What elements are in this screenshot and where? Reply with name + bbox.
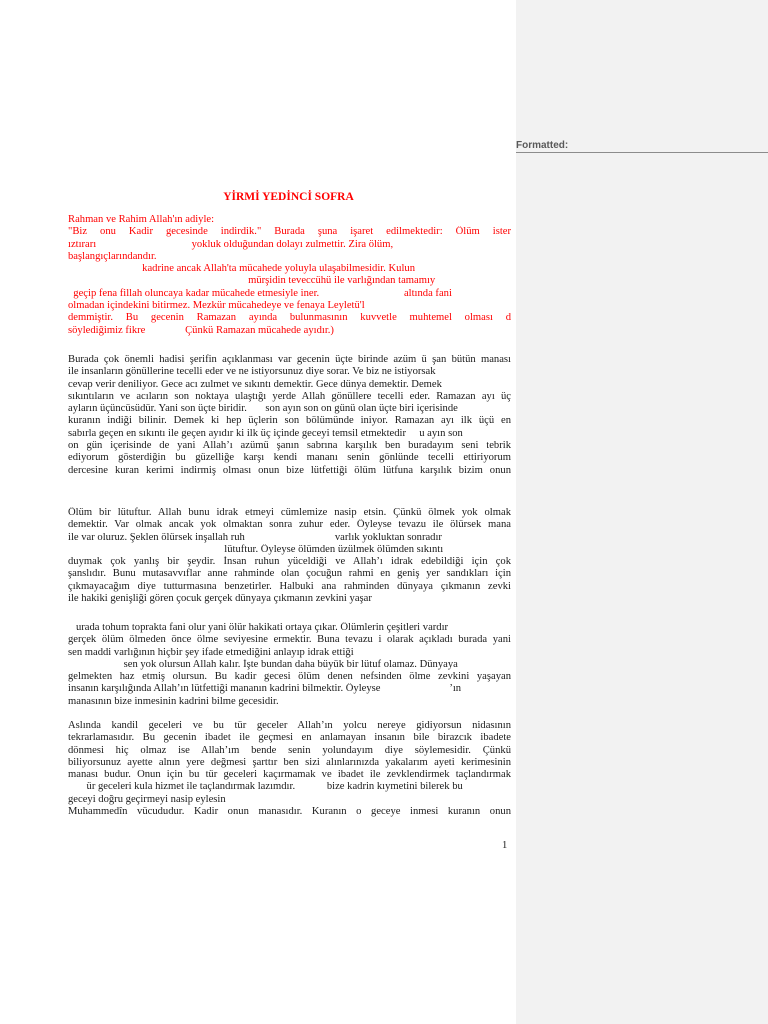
text-line: demektir. Var olmak ancak yok olmaktan sonra zuhur eder. Öyleyse tevazu ile ölürsek mana (68, 519, 511, 531)
text-line: Muhammedîn vücududur. Kadir onun manasıdır. Kuranın o geceye inmesi kuranın onun (68, 806, 511, 818)
text-line: lütuftur. Öyleyse ölümden üzülmek ölümden sıkıntı (68, 543, 444, 555)
text-line: dercesine kuran kerimi indirmiş olması onun bize lütfettiği ölüm lütfuna karşılık bizim onun (68, 464, 511, 476)
text-line: sıkıntıların ve acıların son noktaya ulaştığı yerde Allah gönüllere tecelli eder. Ramazan ayı üç (68, 390, 511, 402)
red-paragraph[interactable] (68, 214, 511, 337)
text-line: geçip fena fillah oluncaya kadar mücahede etmesiyle iner. altında fani (68, 287, 452, 299)
text-line: Burada çok önemli hadisi şerifin açıklanması var gecenin üçte birinde azüm ü şan bütün manası (68, 354, 511, 365)
text-line: on gün içerisinde de yani Allah’ı azümü şanın sabrına karşılık ben buradayım seni tebrik (68, 440, 511, 452)
page-number: 1 (502, 840, 508, 851)
paragraph-3[interactable] (68, 622, 511, 708)
comment-pane (516, 0, 768, 1024)
text-line: mürşidin teveccühü ile varlığından tamamıy (68, 275, 436, 287)
paragraph-1[interactable] (68, 354, 511, 477)
page-title: YİRMİ YEDİNCİ SOFRA (223, 191, 354, 203)
text-line: insanın karşılığında Allah’ın lütfettiği mananın kadrini bilmektir. Öyleyse ’ın (68, 683, 462, 695)
text-line: söylediğimiz fikre Çünkü Ramazan mücahede ayıdır.) (68, 324, 334, 336)
text-line: geceyi doğru geçirmeyi nasip eylesin (68, 793, 226, 805)
text-line: ile var oluruz. Şeklen ölürsek inşallah ruh varlık yokluktan sonradır (68, 531, 442, 543)
text-line: cevap verir deniliyor. Gece acı zulmet ve sıkıntı demektir. Gece dünya demektir. Demek (68, 378, 442, 390)
text-line: sen maddi varlığının hiçbir şey ifade etmediğini anlayıp idrak ettiği (68, 646, 354, 658)
text-line: sabırla geçen en sıkıntı ile geçen ayıdır ki ilk üç içinde geceyi temsil etmektedir u ayın son (68, 427, 463, 439)
text-line: Aslında kandil geceleri ve bu tür geceler Allah’ın yolcu nereye gidiyorsun nidasının (68, 720, 511, 731)
text-line: ayların üçüncüsüdür. Yani son üçte biridir. son ayın son on günü olan üçte biri içerisinde (68, 403, 458, 415)
text-line: sen yok olursun Allah kalır. İşte bundan daha büyük bir lütuf olamaz. Dünyaya (68, 658, 458, 670)
paragraph-2[interactable] (68, 507, 511, 605)
text-line: ediyorum gösterdiğin bu güzelliğe karşı kendi mananı senin gönlünde tecelli ettiriyorum (68, 452, 511, 464)
text-line: Ölüm bir lütuftur. Allah bunu idrak etmeyi cümlemize nasip etsin. Çünkü ölmek yok olmak (68, 507, 511, 518)
text-line: ıztırarı yokluk olduğundan dolayı zulmettir. Zira ölüm, (68, 238, 394, 250)
text-line: çıkmayacağım diye tutturmasına benzetirler. Halbuki ana rahminden dünyaya çıkmanın zevki (68, 580, 511, 592)
comment-label: Formatted: (516, 140, 569, 151)
text-line: kadrine ancak Allah'ta mücahede yoluyla ulaşabilmesidir. Kulun (68, 263, 416, 275)
text-line: gerçek ölüm ölmeden önce ölme seviyesine ermektir. Buna tevazu i olarak açıkladı burada yani (68, 634, 511, 646)
text-line: ile hakiki genişliği gören çocuk gerçek dünyaya çıkmanın zevkini yaşar (68, 593, 372, 605)
text-line: kuranın indiği bilinir. Demek ki hep üçlerin son bölümünde iniyor. Ramazan ayı ilk üçü en (68, 415, 511, 427)
text-line: demmiştir. Bu gecenin Ramazan ayında bulunmasının kuvvetle muhtemel olması d (68, 312, 511, 324)
text-line: urada tohum toprakta fani olur yani ölür hakikati ortaya çıkar. Ölümlerin çeşitleri vardır (68, 622, 449, 633)
comment-connector-line (516, 152, 768, 153)
text-line: manasının bize inmesinin kadrini bilme gecesidir. (68, 695, 279, 707)
text-line: duymak çok yanlış bir şeydir. İnsan ruhun yüceldiği ve Allah’ı idrak edebildiği için çok (68, 556, 511, 568)
text-line: olmadan içindekini bitirmez. Mezkür mücahedeye ve fenaya Leyletü'l (68, 300, 365, 312)
text-line: gelmekten haz etmiş olursun. Bu kadir gecesi ölüm denen nefsinden ölme zevkini yaşayan (68, 671, 511, 683)
text-line: tekrarlamasıdır. Bu gecenin ibadet ile geçmesi en anlamayan insanın bile birazcık ibadete (68, 732, 511, 744)
text-line: manası budur. Onun için bu tür geceleri kaçırmamak ve ibadet ile zevklendirmek taçlandırmak (68, 769, 511, 781)
text-line: şanslıdır. Bunu mutasavvıflar anne rahminde olan çocuğun rahmi en geniş yer sandıkları için (68, 568, 511, 580)
paragraph-4[interactable] (68, 720, 511, 818)
text-line: başlangıçlarındandır. (68, 250, 157, 262)
text-line: ür geceleri kula hizmet ile taçlandırmak lazımdır. bize kadrin kıymetini bilerek bu (68, 781, 463, 793)
text-line: Rahman ve Rahim Allah'ın adiyle: (68, 214, 215, 225)
text-line: biliyorsunuz ayette alnın yere değmesi şarttır ben sizi alınlarınızda yakalarım ayeti kerimesinin (68, 756, 511, 768)
text-line: "Biz onu Kadir gecesinde indirdik." Burada şuna işaret edilmektedir: Ölüm ister (68, 226, 511, 238)
text-line: ile insanların gönüllerine tecelli eder ve ne istiyorsunuz diye sorar. Ve biz ne istiyorsak (68, 366, 436, 378)
text-line: dönmesi hiç olmaz ise Allah’ım bende senin yolundayım diye söylemesidir. Çünkü (68, 744, 511, 756)
